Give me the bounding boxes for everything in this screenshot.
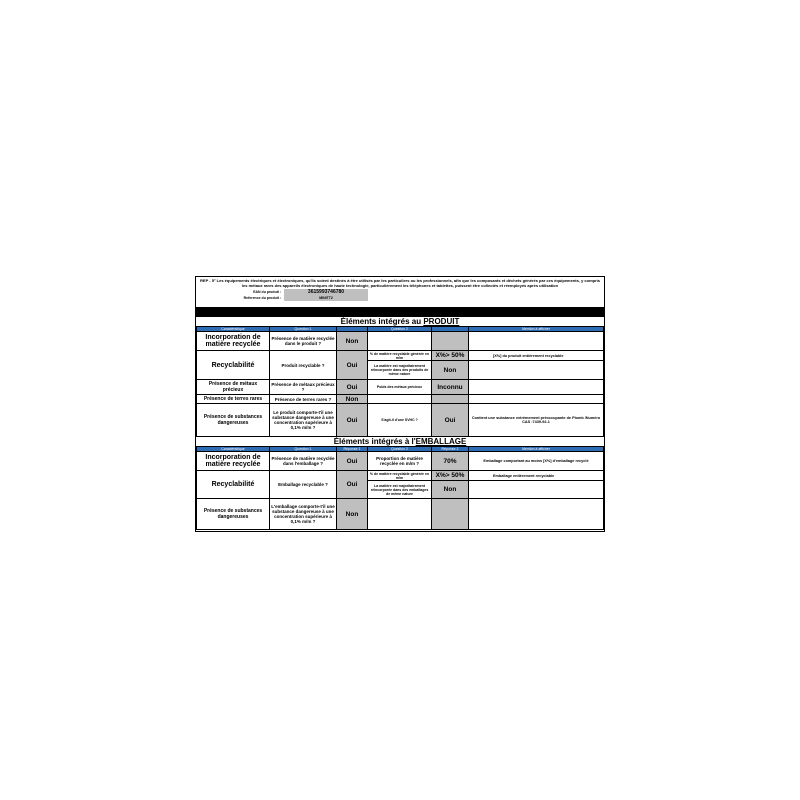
table-cell: Oui bbox=[337, 404, 368, 437]
column-header: Caractéristique bbox=[197, 447, 270, 452]
table-cell: Oui bbox=[337, 452, 368, 471]
table-cell: Présence de matière recyclée dans le produit ? bbox=[270, 332, 337, 351]
table-cell: Emballage entièrement recyclable bbox=[469, 471, 604, 481]
table-row bbox=[197, 499, 604, 530]
column-header: Question 1 bbox=[270, 447, 337, 452]
column-header: Caractéristique bbox=[197, 327, 270, 332]
table-cell: Non bbox=[337, 395, 368, 404]
table-cell: Recyclabilité bbox=[197, 471, 270, 499]
table-cell: Oui bbox=[337, 351, 368, 380]
table-cell: 70% bbox=[432, 452, 469, 471]
emballage-table bbox=[196, 446, 604, 530]
table-cell: Non bbox=[337, 332, 368, 351]
table-cell: Présence de métaux précieux bbox=[197, 380, 270, 395]
table-cell: Présence de substances dangereuses bbox=[197, 404, 270, 437]
table-cell bbox=[432, 395, 469, 404]
column-header: Réponse 1 bbox=[337, 447, 368, 452]
table-cell bbox=[432, 499, 469, 530]
table-cell: Produit recyclable ? bbox=[270, 351, 337, 380]
table-cell: Présence de matière recyclée dans l'emballage ? bbox=[270, 452, 337, 471]
info-sheet bbox=[195, 276, 605, 532]
table-cell: Présence de terres rares bbox=[197, 395, 270, 404]
produit-section-title: Éléments intégrés au PRODUIT bbox=[340, 317, 460, 326]
table-cell: Non bbox=[432, 481, 469, 499]
table-cell: Recyclabilité bbox=[197, 351, 270, 380]
table-row bbox=[197, 452, 604, 471]
table-cell: Incorporation de matière recyclée bbox=[197, 452, 270, 471]
column-header: Question 2 bbox=[368, 327, 432, 332]
table-cell bbox=[469, 481, 604, 499]
table-row bbox=[197, 395, 604, 404]
separator-bar bbox=[196, 307, 604, 317]
table-cell bbox=[469, 361, 604, 380]
table-cell: Emballage comportant au moins [X%] d'emballage recyclé bbox=[469, 452, 604, 471]
column-header: Question 2 bbox=[368, 447, 432, 452]
table-cell bbox=[469, 380, 604, 395]
table-cell: X%> 50% bbox=[432, 471, 469, 481]
header-text: REP - 5° Les équipements électriques et électroniques, qu'ils soient destinés à être utilisés par les particuliers ou les professionnels, afin que les composants et déchets générés par ces équipements, y compris les métaux rares des appareils électroniques de haute technologie, particulièrement les téléphones et tablettes, puissent être collectés et réemployés après utilisation bbox=[200, 278, 600, 288]
table-cell bbox=[469, 499, 604, 530]
table-cell: % de matière recyclable générée en m/m bbox=[368, 351, 432, 361]
table-cell: Poids des métaux précieux bbox=[368, 380, 432, 395]
table-cell: Oui bbox=[432, 404, 469, 437]
table-cell: L'emballage comporte-t'il une substance dangereuse à une concentration supérieure à 0,1% m/m ? bbox=[270, 499, 337, 530]
table-cell bbox=[432, 332, 469, 351]
table-cell: Présence de substances dangereuses bbox=[197, 499, 270, 530]
table-cell: Oui bbox=[337, 380, 368, 395]
table-cell: Oui bbox=[337, 471, 368, 499]
produit-table bbox=[196, 326, 604, 437]
column-header: Réponse 2 bbox=[432, 447, 469, 452]
ean-value: 3615993746780 bbox=[284, 289, 368, 295]
table-cell bbox=[368, 499, 432, 530]
table-cell: Emballage recyclable ? bbox=[270, 471, 337, 499]
table-cell: Non bbox=[337, 499, 368, 530]
emballage-section-title: Éléments intégrés à l'EMBALLAGE bbox=[333, 437, 467, 446]
table-cell: % de matière recyclable générée en m/m bbox=[368, 471, 432, 481]
table-row bbox=[197, 404, 604, 437]
table-cell bbox=[368, 332, 432, 351]
table-row bbox=[197, 380, 604, 395]
table-cell: Proportion de matière recyclée en m/m ? bbox=[368, 452, 432, 471]
table-cell bbox=[469, 395, 604, 404]
table-cell: [X%] du produit entièrement recyclable bbox=[469, 351, 604, 361]
table-cell: Non bbox=[432, 361, 469, 380]
table-cell: Le produit comporte-t'il une substance dangereuse à une concentration supérieure à 0,1% m/m ? bbox=[270, 404, 337, 437]
ref-value: MINITT2 bbox=[284, 295, 368, 301]
ref-label: Reference du produit : bbox=[243, 296, 281, 300]
column-header: Mention à afficher bbox=[469, 327, 604, 332]
column-header: Mention à afficher bbox=[469, 447, 604, 452]
table-cell: S'agit-il d'une SVHC ? bbox=[368, 404, 432, 437]
product-ids bbox=[229, 289, 604, 301]
table-cell: Contient une substance extrêmement préoccupante de Plomb /Numéro CAS :7439-92-1 bbox=[469, 404, 604, 437]
column-header: Question 1 bbox=[270, 327, 337, 332]
table-cell bbox=[368, 395, 432, 404]
table-row bbox=[197, 471, 604, 481]
ean-label: EAN du produit : bbox=[253, 290, 281, 294]
table-cell bbox=[469, 332, 604, 351]
table-cell: La matière est majoritairement réincorporée dans des produits de même nature bbox=[368, 361, 432, 380]
table-cell: Inconnu bbox=[432, 380, 469, 395]
table-cell: Présence de terres rares ? bbox=[270, 395, 337, 404]
table-cell: La matière est majoritairement réincorporée dans des emballages de même nature bbox=[368, 481, 432, 499]
table-cell: Incorporation de matière recyclée bbox=[197, 332, 270, 351]
table-row bbox=[197, 332, 604, 351]
table-cell: X%> 50% bbox=[432, 351, 469, 361]
table-cell: Présence de métaux précieux ? bbox=[270, 380, 337, 395]
table-row bbox=[197, 351, 604, 361]
